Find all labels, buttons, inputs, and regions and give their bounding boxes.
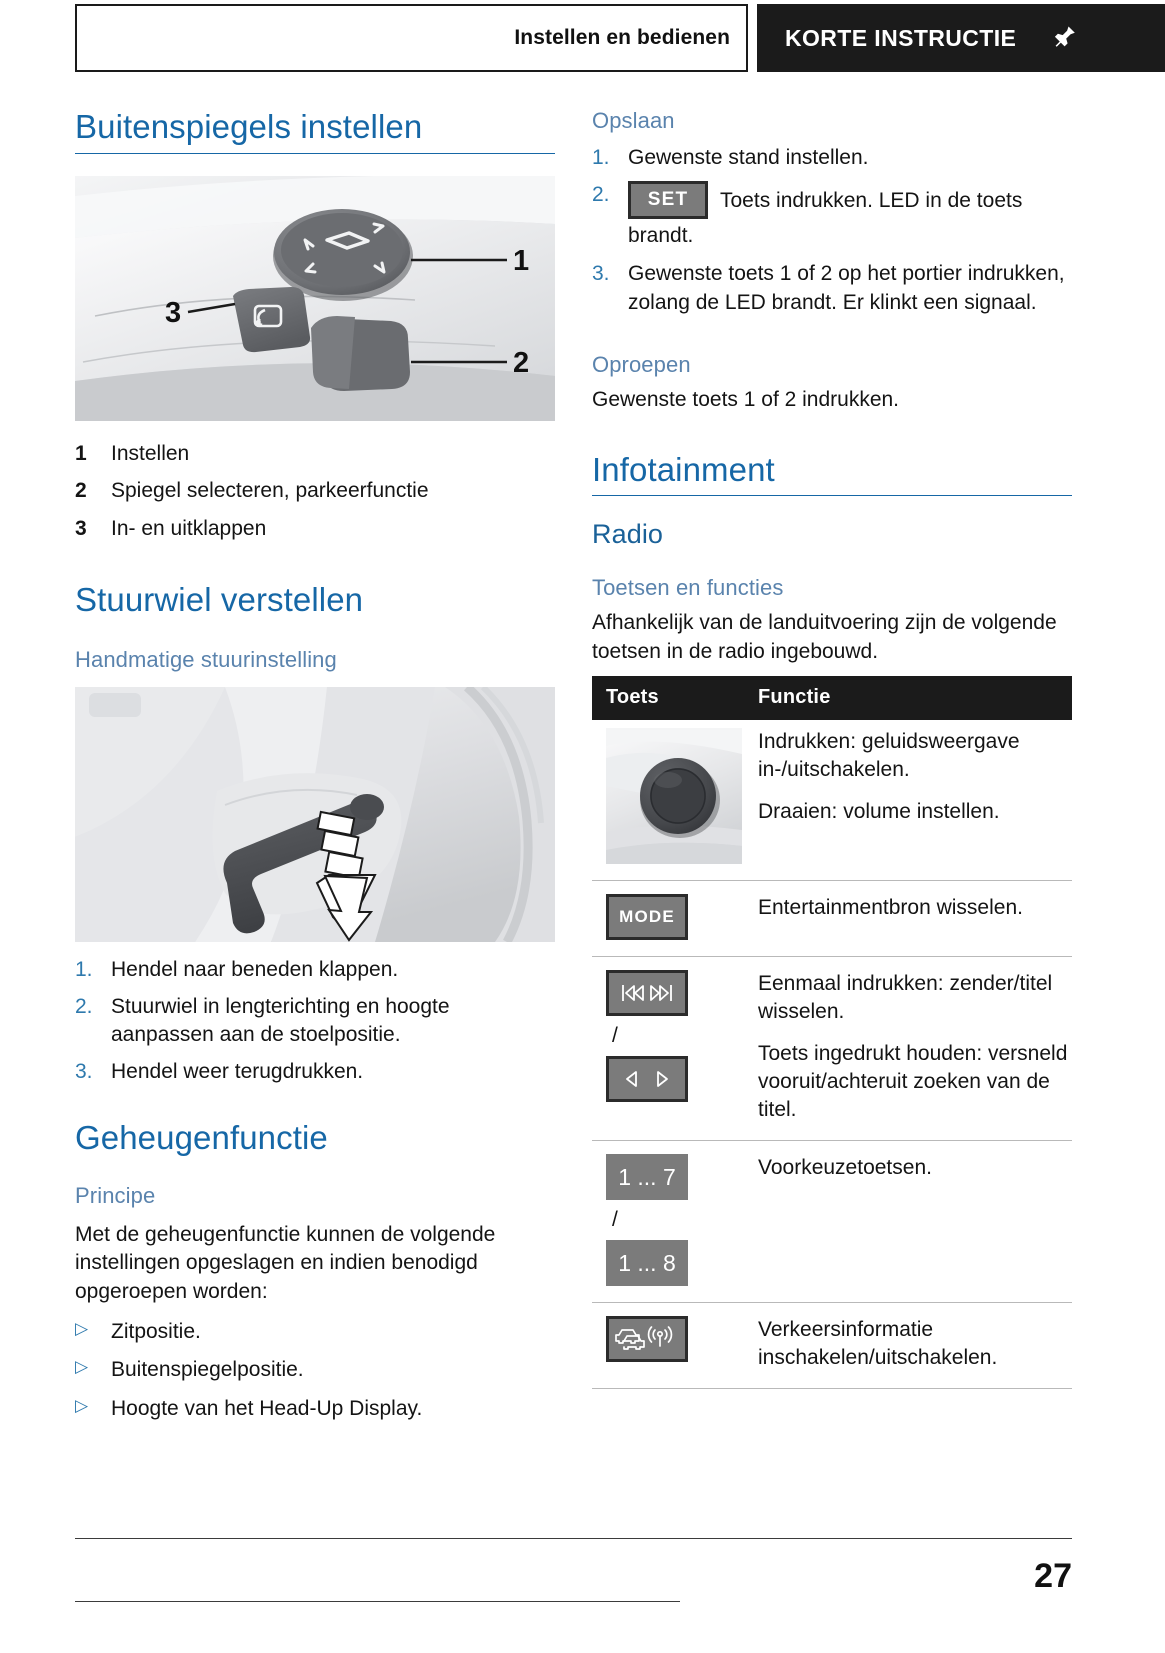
volume-knob-photo xyxy=(606,728,742,864)
list-item xyxy=(75,1351,555,1390)
manual-badge-label: KORTE INSTRUCTIE xyxy=(785,24,1017,51)
step-number: 3. xyxy=(75,1060,93,1084)
list-item xyxy=(592,260,1072,317)
step-text: Hendel naar beneden klappen. xyxy=(111,958,399,982)
key-separator: / xyxy=(612,1024,618,1048)
chapter-title: Instellen en bedienen xyxy=(514,26,730,49)
bullet-text: Zitpositie. xyxy=(111,1319,201,1343)
list-item xyxy=(592,181,1072,251)
subtitle-principe: Principe xyxy=(75,1182,156,1208)
table-row xyxy=(592,1140,1072,1302)
page-footer xyxy=(75,1538,1072,1631)
table-cell-function xyxy=(744,1140,1072,1302)
legend-number: 1 xyxy=(75,441,87,465)
mirror-legend-list xyxy=(75,435,555,547)
subtitle-toetsen-en-functies: Toetsen en functies xyxy=(592,574,784,600)
list-item xyxy=(75,1058,555,1087)
column-header-functie: Functie xyxy=(744,676,1072,720)
table-row xyxy=(592,957,1072,1141)
list-item xyxy=(75,1390,555,1429)
steering-steps-list xyxy=(75,956,555,1086)
mode-button-icon: MODE xyxy=(606,894,688,940)
svg-text:3: 3 xyxy=(165,296,182,329)
table-cell-function xyxy=(744,720,1072,881)
section-title-buitenspiegels: Buitenspiegels instellen xyxy=(75,108,555,154)
step-text: Toets indrukken. LED in de toets brandt. xyxy=(628,188,1023,247)
table-cell-function xyxy=(744,1303,1072,1389)
triangle-bullet-icon: ▷ xyxy=(75,1396,89,1416)
geheugenfunctie-paragraph: Met de geheugenfunctie kunnen de volgende instellingen opgeslagen en indien benodigd opgeroepen worden: xyxy=(75,1222,496,1303)
list-item xyxy=(75,1313,555,1352)
step-number: 3. xyxy=(592,262,610,286)
legend-label: Instellen xyxy=(111,441,190,465)
preset-1-8-icon: 1 ... 8 xyxy=(606,1240,688,1286)
step-text: Hendel weer terugdrukken. xyxy=(111,1060,364,1084)
function-text: Draaien: volume instellen. xyxy=(758,799,1000,823)
preset-1-7-icon: 1 ... 7 xyxy=(606,1154,688,1200)
step-number: 1. xyxy=(592,146,610,170)
list-item xyxy=(592,144,1072,173)
step-text-with-key xyxy=(628,181,1072,251)
key-separator: / xyxy=(612,1207,618,1231)
legend-label: Spiegel selecteren, parkeerfunctie xyxy=(111,479,429,503)
list-item xyxy=(75,956,555,985)
step-number: 2. xyxy=(75,994,93,1018)
list-item xyxy=(75,993,555,1050)
bullet-text: Buitenspiegelpositie. xyxy=(111,1358,304,1382)
svg-text:1: 1 xyxy=(513,244,530,277)
svg-text:2: 2 xyxy=(513,346,530,379)
table-row xyxy=(592,1303,1072,1389)
page-header xyxy=(0,0,1165,75)
table-header-row xyxy=(592,676,1072,720)
function-text: Voorkeuzetoetsen. xyxy=(758,1155,932,1179)
table-cell-function xyxy=(744,881,1072,957)
list-item xyxy=(75,510,555,547)
function-text: Entertainmentbron wisselen. xyxy=(758,896,1023,920)
table-row xyxy=(592,881,1072,957)
list-item xyxy=(75,435,555,472)
table-cell-key xyxy=(592,1303,744,1389)
toetsen-intro: Afhankelijk van de landuitvoering zijn de volgende toetsen in de radio ingebouwd. xyxy=(592,611,1057,663)
skip-prev-next-icon xyxy=(606,970,688,1016)
table-row xyxy=(592,720,1072,881)
table-body xyxy=(592,720,1072,1389)
triangle-bullet-icon: ▷ xyxy=(75,1318,89,1338)
geheugenfunctie-bullets xyxy=(75,1313,555,1430)
function-text: Eenmaal indrukken: zender/titel wisselen. xyxy=(758,972,1053,1024)
figure-mirror-controls xyxy=(75,176,555,421)
seek-left-right-icon xyxy=(606,1056,688,1102)
function-text: Verkeersinformatie inschakelen/uitschakelen. xyxy=(758,1318,998,1370)
bullet-text: Hoogte van het Head-Up Display. xyxy=(111,1397,423,1421)
section-title-stuurwiel: Stuurwiel verstellen xyxy=(75,581,364,619)
step-number: 1. xyxy=(75,958,93,982)
table-cell-key xyxy=(592,1140,744,1302)
figure-steering-lever xyxy=(75,687,555,942)
subtitle-oproepen: Oproepen xyxy=(592,351,691,377)
table-cell-function xyxy=(744,957,1072,1141)
step-text: Gewenste toets 1 of 2 op het portier indrukken, zolang de LED brandt. Er klinkt een signaal. xyxy=(628,262,1065,315)
opslaan-steps-list xyxy=(592,144,1072,317)
triangle-bullet-icon: ▷ xyxy=(75,1357,89,1377)
table-cell-key xyxy=(592,720,744,881)
footer-divider-bottom xyxy=(75,1601,680,1602)
step-text: Gewenste stand instellen. xyxy=(628,146,869,170)
step-text: Stuurwiel in lengterichting en hoogte aanpassen aan de stoelpositie. xyxy=(111,994,450,1047)
section-title-geheugenfunctie: Geheugenfunctie xyxy=(75,1118,328,1156)
table-cell-key xyxy=(592,881,744,957)
pushpin-icon xyxy=(1046,21,1080,55)
step-number: 2. xyxy=(592,182,610,206)
subtitle-handmatige-stuurinstelling: Handmatige stuurinstelling xyxy=(75,647,337,672)
oproepen-text: Gewenste toets 1 of 2 indrukken. xyxy=(592,387,900,411)
right-column xyxy=(592,108,1072,1389)
legend-label: In- en uitklappen xyxy=(111,516,267,540)
set-button-icon: SET xyxy=(628,181,708,219)
subsection-title-radio: Radio xyxy=(592,519,664,550)
subtitle-opslaan: Opslaan xyxy=(592,108,675,133)
page-number: 27 xyxy=(1034,1557,1072,1595)
legend-number: 2 xyxy=(75,479,87,503)
table-header xyxy=(592,676,1072,720)
list-item xyxy=(75,472,555,509)
functions-table xyxy=(592,676,1072,1389)
section-title-infotainment: Infotainment xyxy=(592,451,1072,497)
column-header-toets: Toets xyxy=(592,676,744,720)
function-text: Indrukken: geluidsweergave in-/uitschakelen. xyxy=(758,730,1020,782)
chapter-title-box xyxy=(75,4,748,72)
left-column xyxy=(75,108,555,1429)
table-cell-key xyxy=(592,957,744,1141)
function-text: Toets ingedrukt houden: versneld vooruit/achteruit zoeken van de titel. xyxy=(758,1041,1068,1121)
manual-badge xyxy=(757,4,1165,72)
traffic-info-icon xyxy=(606,1316,688,1362)
legend-number: 3 xyxy=(75,516,87,540)
